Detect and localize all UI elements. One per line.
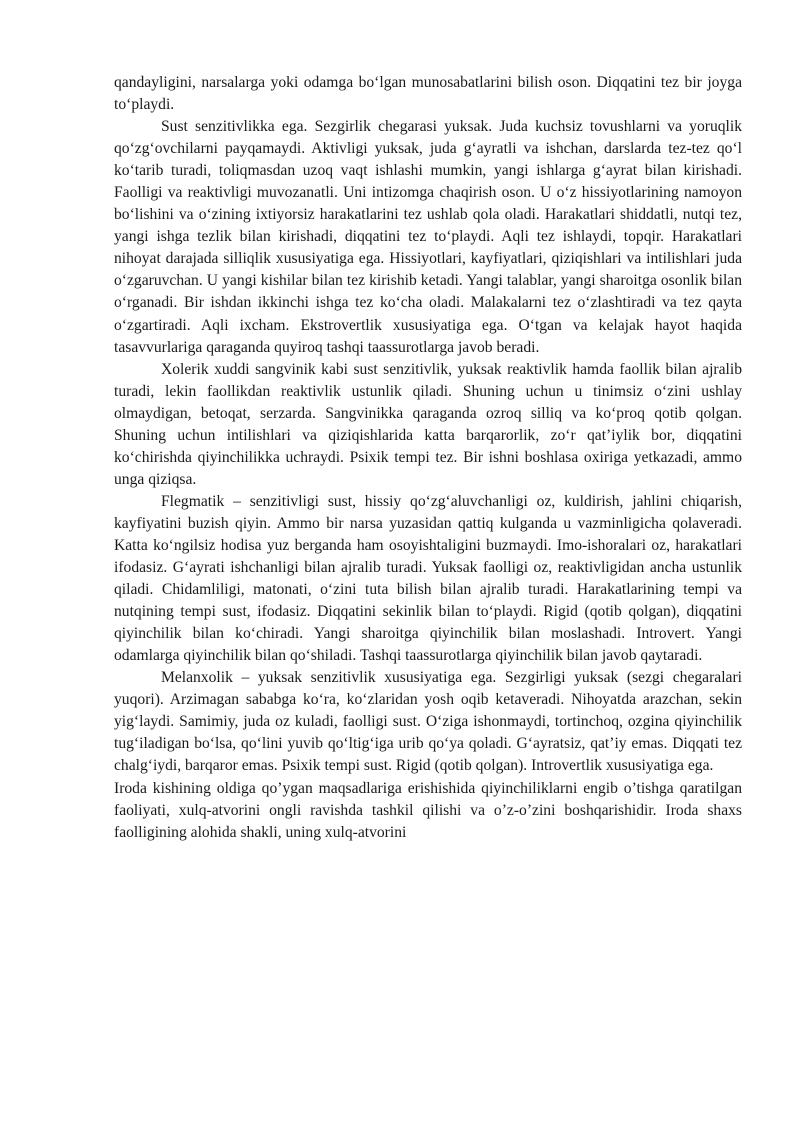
body-text (114, 72, 742, 844)
paragraph-flegmatik: Flegmatik – senzitivligi sust, hissiy qo‘zg‘aluvchanligi oz, kuldirish, jahlini chiqarish, kayfiyatini buzish qiyin. Ammo bir narsa yuzasidan qattiq kulganda u vazminligicha qolaveradi. Katta ko‘ngilsiz hodisa yuz berganda ham osoyishtaligini buzmaydi. Imo-ishoralari oz, harakatlari ifodasiz. G‘ayrati ishchanligi bilan ajralib turadi. Yuksak faolligi oz, reaktivligidan ancha ustunlik qiladi. Chidamliligi, matonati, o‘zini tuta bilish bilan ajralib turadi. Harakatlarining tempi va nutqining tempi sust, ifodasiz. Diqqatini sekinlik bilan to‘playdi. Rigid (qotib qolgan), diqqatini qiyinchilik bilan ko‘chiradi. Yangi sharoitga qiyinchilik bilan moslashadi. Introvert. Yangi odamlarga qiyinchilik bilan qo‘shiladi. Tashqi taassurotlarga qiyinchilik bilan javob qaytaradi. (114, 492, 742, 665)
paragraph-xolerik: Xolerik xuddi sangvinik kabi sust senzitivlik, yuksak reaktivlik hamda faollik bilan ajralib turadi, lekin faollikdan reaktivlik ustunlik qiladi. Shuning uchun u tinimsiz o‘zini ushlay olmaydigan, betoqat, serzarda. Sangvinikka qaraganda ozroq silliq va ko‘proq qotib qolgan. Shuning uchun intilishlari va qiziqishlarida katta barqarorlik, zo‘r qat’iylik bor, diqqatini ko‘chirishda qiyinchilikka uchraydi. Psixik tempi tez. Bir ishni boshlasa oxiriga yetkazadi, ammo unga qiziqsa. (114, 360, 742, 488)
paragraph-iroda: Iroda kishining oldiga qo’ygan maqsadlariga erishishida qiyinchiliklarni engib o’tishga qaratilgan faoliyati, xulq-atvorini ongli ravishda tashkil qilishi va o’z-o’zini boshqarishidir. Iroda shaxs faolligining alohida shakli, uning xulq-atvorini (114, 779, 742, 841)
paragraph-sangvinik: Sust senzitivlikka ega. Sezgirlik chegarasi yuksak. Juda kuchsiz tovushlarni va yoruqlik qo‘zg‘ovchilarni payqamaydi. Aktivligi yuksak, juda g‘ayratli va ishchan, darslarda tez-tez qo‘l ko‘tarib turadi, toliqmasdan uzoq vaqt ishlashi mumkin, yangi ishlarga g‘ayrat bilan kirishadi. Faolligi va reaktivligi muvozanatli. Uni intizomga chaqirish oson. U o‘z hissiyotlarining namoyon bo‘lishini va o‘zining ixtiyorsiz harakatlarini tez ushlab qola oladi. Harakatlari shiddatli, nutqi tez, yangi ishga tezlik bilan kirishadi, diqqatini tez to‘playdi. Aqli tez ishlaydi, topqir. Harakatlari nihoyat darajada silliqlik xususiyatiga ega. Hissiyotlari, kayfiyatlari, qiziqishlari va intilishlari juda o‘zgaruvchan. U yangi kishilar bilan tez kirishib ketadi. Yangi talablar, yangi sharoitga osonlik bilan o‘rganadi. Bir ishdan ikkinchi ishga tez ko‘cha oladi. Malakalarni tez o‘zlashtiradi va tez qayta o‘zgartiradi. Aqli ixcham. Ekstrovertlik xususiyatiga ega. O‘tgan va kelajak hayot haqida tasavvurlariga qaraganda quyiroq tashqi taassurotlarga javob beradi. (114, 118, 742, 356)
paragraph-melanxolik: Melanxolik – yuksak senzitivlik xususiyatiga ega. Sezgirligi yuksak (sezgi chegaralari yuqori). Arzimagan sababga ko‘ra, ko‘zlaridan yosh oqib ketaveradi. Nihoyatda arazchan, sekin yig‘laydi. Samimiy, juda oz kuladi, faolligi sust. O‘ziga ishonmaydi, tortinchoq, ozgina qiyinchilik tug‘iladigan bo‘lsa, qo‘lini yuvib qo‘ltig‘iga urib qo‘ya qoladi. G‘ayratsiz, qat’iy emas. Diqqati tez chalg‘iydi, barqaror emas. Psixik tempi sust. Rigid (qotib qolgan). Introvertlik xususiyatiga ega. (114, 669, 742, 775)
paragraph-continuation: qandayligini, narsalarga yoki odamga bo‘lgan munosabatlarini bilish oson. Diqqatini tez bir joyga to‘playdi. (114, 74, 742, 114)
